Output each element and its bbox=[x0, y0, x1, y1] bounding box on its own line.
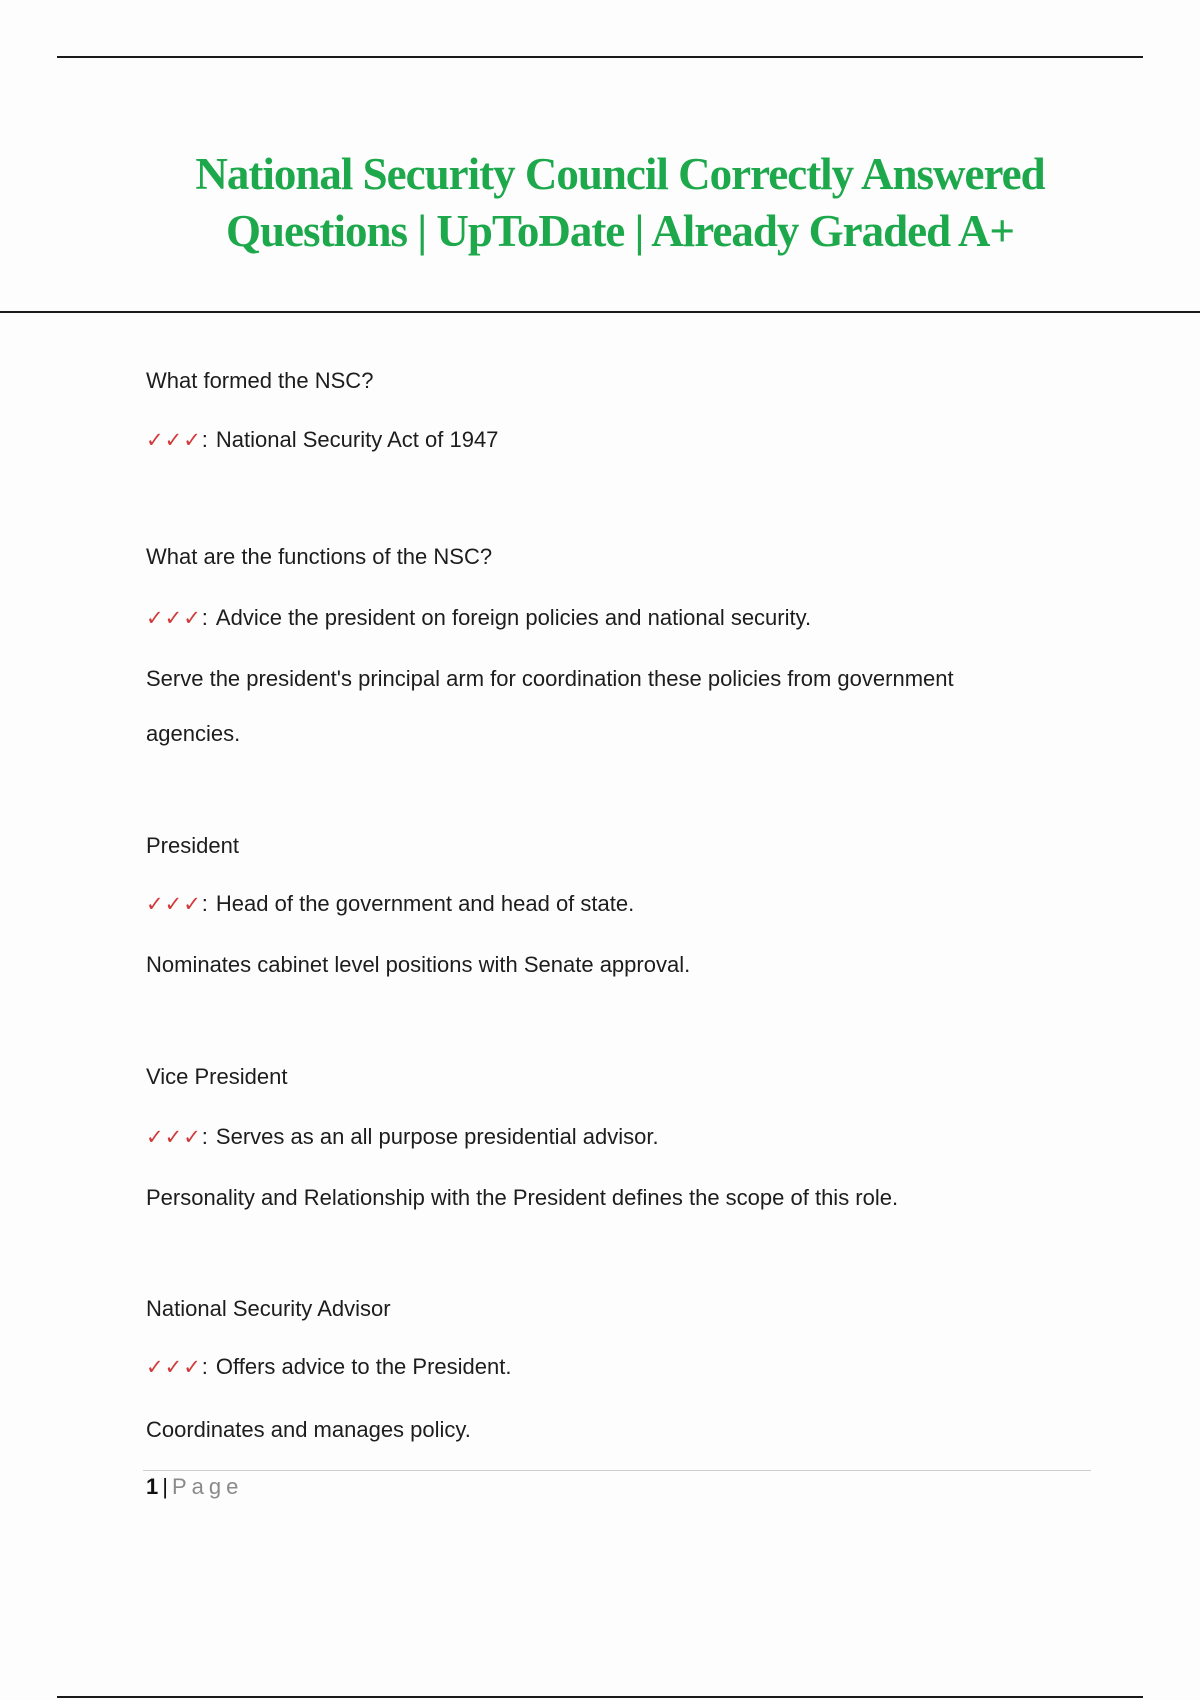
answer-line bbox=[146, 426, 498, 455]
top-rule bbox=[57, 56, 1143, 58]
question-text: President bbox=[146, 833, 239, 858]
check-marks-icon: ✓✓✓ bbox=[146, 607, 202, 630]
question-text: What formed the NSC? bbox=[146, 368, 374, 393]
answer-separator: : bbox=[201, 1354, 208, 1379]
answer-text: Advice the president on foreign policies and national security. bbox=[215, 605, 812, 630]
check-marks-icon: ✓✓✓ bbox=[146, 429, 202, 452]
answer-continuation: Serve the president's principal arm for coordination these policies from government bbox=[146, 666, 954, 691]
footer-divider bbox=[143, 1470, 1091, 1471]
answer-continuation: Personality and Relationship with the President defines the scope of this role. bbox=[146, 1185, 899, 1210]
answer-line bbox=[146, 890, 634, 919]
answer-line bbox=[146, 1123, 659, 1152]
page-label: Page bbox=[171, 1474, 244, 1499]
page-footer bbox=[146, 1473, 243, 1501]
title-divider bbox=[0, 311, 1200, 313]
answer-line bbox=[146, 604, 811, 633]
answer-continuation: Nominates cabinet level positions with Senate approval. bbox=[146, 952, 691, 977]
title-line-2: Questions | UpToDate | Already Graded A+ bbox=[225, 206, 1015, 256]
check-marks-icon: ✓✓✓ bbox=[146, 1126, 202, 1149]
title-line-1: National Security Council Correctly Answered bbox=[195, 149, 1045, 199]
footer-divider-bar: | bbox=[162, 1474, 168, 1499]
bottom-rule bbox=[57, 1696, 1143, 1698]
answer-separator: : bbox=[201, 1124, 208, 1149]
answer-text: Head of the government and head of state. bbox=[215, 891, 635, 916]
answer-text: National Security Act of 1947 bbox=[215, 427, 499, 452]
page-number: 1 bbox=[146, 1474, 159, 1499]
question-text: National Security Advisor bbox=[146, 1296, 391, 1321]
answer-separator: : bbox=[201, 605, 208, 630]
document-title bbox=[100, 146, 1140, 260]
answer-continuation: agencies. bbox=[146, 721, 241, 746]
answer-text: Offers advice to the President. bbox=[215, 1354, 512, 1379]
answer-text: Serves as an all purpose presidential advisor. bbox=[215, 1124, 659, 1149]
answer-continuation: Coordinates and manages policy. bbox=[146, 1417, 471, 1442]
check-marks-icon: ✓✓✓ bbox=[146, 1356, 202, 1379]
answer-line bbox=[146, 1353, 511, 1382]
check-marks-icon: ✓✓✓ bbox=[146, 893, 202, 916]
answer-separator: : bbox=[201, 427, 208, 452]
question-text: Vice President bbox=[146, 1064, 288, 1089]
answer-separator: : bbox=[201, 891, 208, 916]
question-text: What are the functions of the NSC? bbox=[146, 544, 493, 569]
